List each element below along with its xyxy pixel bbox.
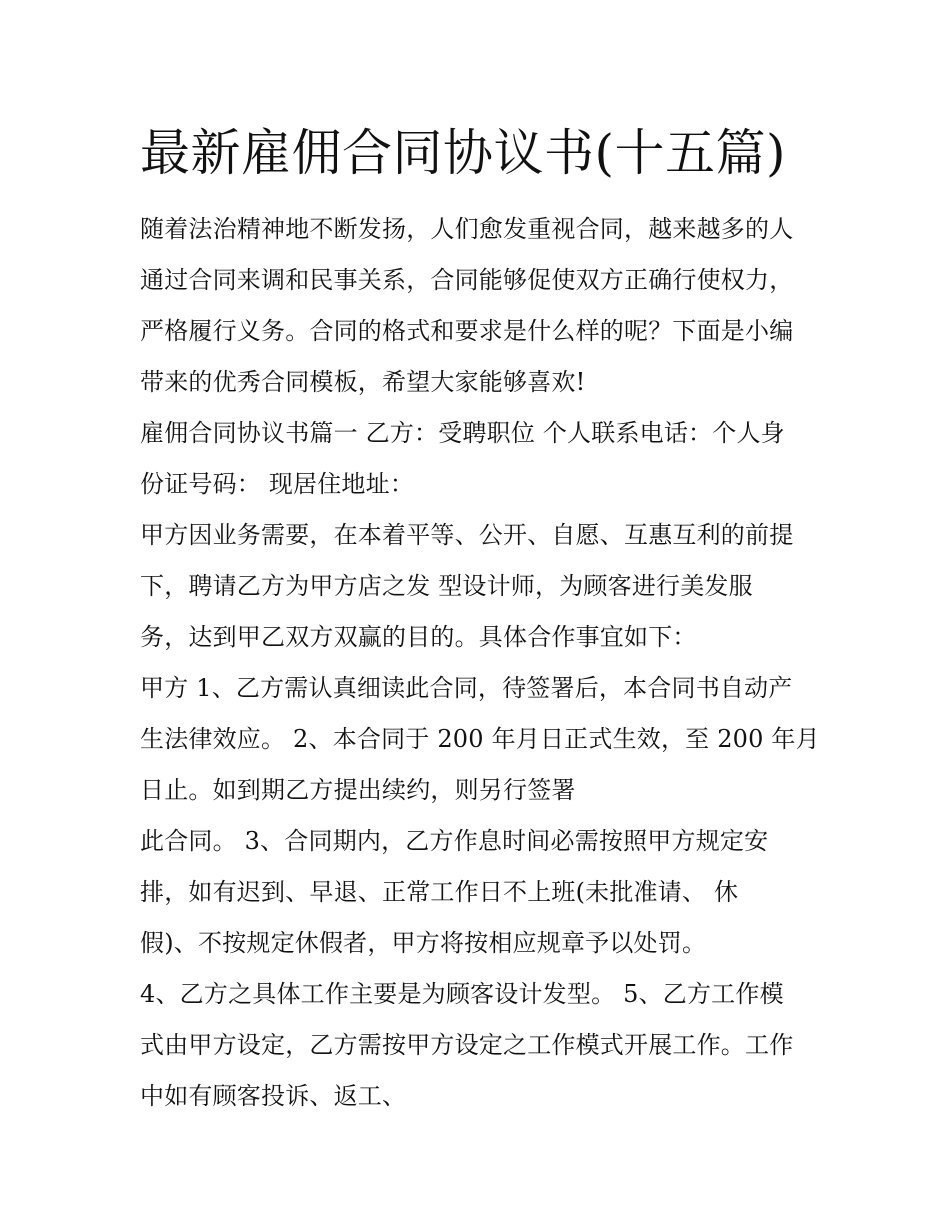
body-line: 中如有顾客投诉、返工、: [140, 1082, 407, 1110]
body-line: 甲方因业务需要，在本着平等、公开、自愿、互惠互利的前提: [140, 521, 794, 549]
body-line: 假)、不按规定休假者，甲方将按相应规章予以处罚。: [140, 929, 707, 957]
body-line: 通过合同来调和民事关系，合同能够促使双方正确行使权力，: [140, 266, 794, 294]
body-line: 式由甲方设定，乙方需按甲方设定之工作模式开展工作。工作: [140, 1031, 794, 1059]
body-line: 务，达到甲乙双方双赢的目的。具体合作事宜如下：: [140, 623, 697, 651]
body-line: 此合同。 3、合同期内，乙方作息时间必需按照甲方规定安: [140, 827, 769, 855]
body-line: 份证号码： 现居住地址：: [140, 470, 415, 498]
body-line: 甲方 1、乙方需认真细读此合同，待签署后，本合同书自动产: [140, 674, 793, 702]
document-page: [140, 108, 820, 1122]
body-line: 带来的优秀合同模板，希望大家能够喜欢!: [140, 368, 586, 396]
body-line: 排，如有迟到、早退、正常工作日不上班(未批准请、 休: [140, 878, 739, 906]
body-line: 雇佣合同协议书篇一 乙方：受聘职位 个人联系电话：个人身: [140, 419, 785, 447]
body-line: 日止。如到期乙方提出续约，则另行签署: [140, 776, 576, 804]
body-line: 严格履行义务。合同的格式和要求是什么样的呢？下面是小编: [140, 317, 794, 345]
document-title: 最新雇佣合同协议书(十五篇): [140, 124, 787, 182]
document-body: [140, 204, 820, 1122]
body-line: 随着法治精神地不断发扬，人们愈发重视合同，越来越多的人: [140, 215, 794, 243]
body-line: 4、乙方之具体工作主要是为顾客设计发型。 5、乙方工作模: [140, 980, 784, 1008]
body-line: 生法律效应。 2、本合同于 200 年月日正式生效，至 200 年月: [140, 725, 820, 753]
body-line: 下，聘请乙方为甲方店之发 型设计师，为顾客进行美发服: [140, 572, 753, 600]
